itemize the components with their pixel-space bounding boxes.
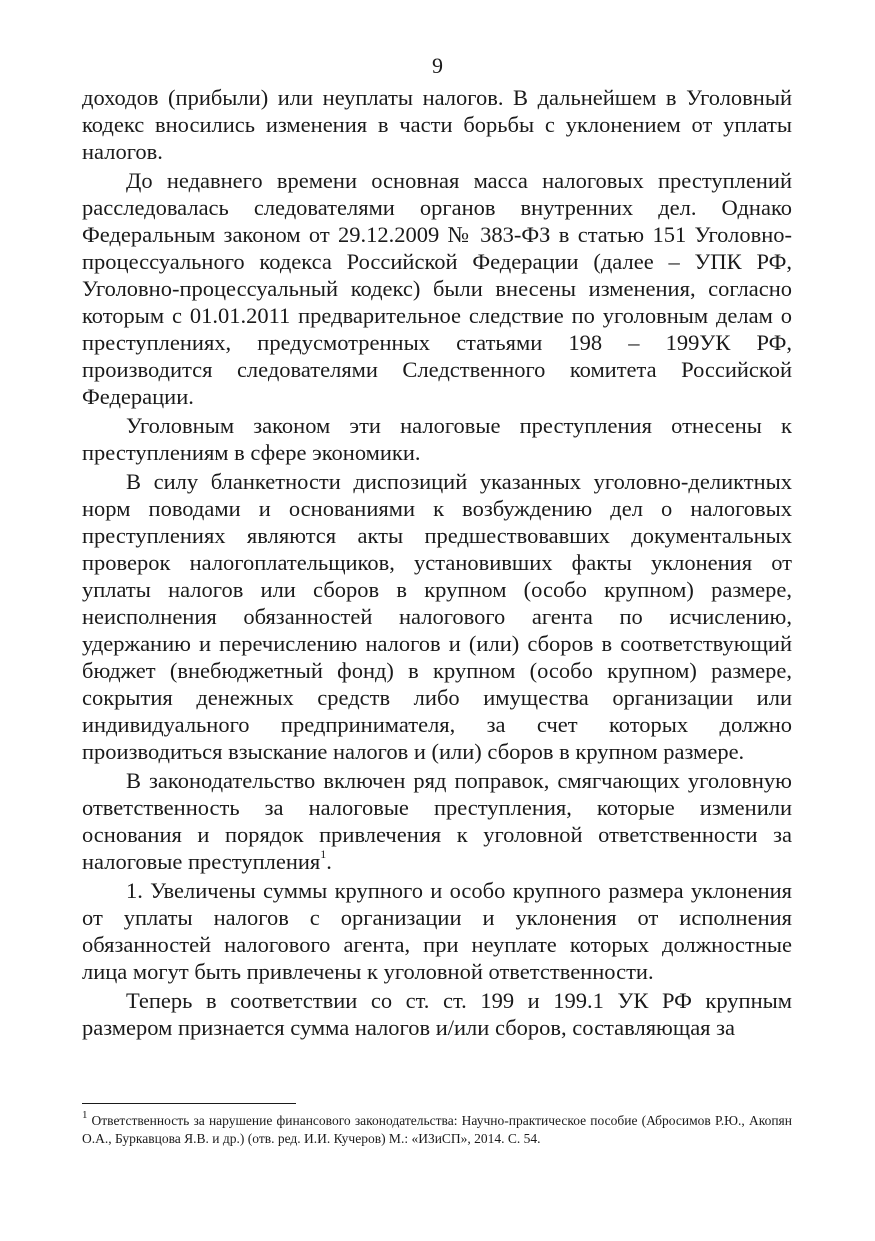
page-number: 9 bbox=[432, 53, 443, 78]
paragraph: Теперь в соответствии со ст. ст. 199 и 199.1 УК РФ крупным размером признается сумма налогов и/или сборов, составляющая за bbox=[82, 988, 792, 1040]
paragraph: доходов (прибыли) или неуплаты налогов. В дальнейшем в Уголовный кодекс вносились изменения в части борьбы с уклонением от уплаты налогов. bbox=[82, 85, 792, 164]
paragraph: До недавнего времени основная масса налоговых преступлений расследовалась следователями органов внутренних дел. Однако Федеральным законом от 29.12.2009 № 383-ФЗ в статью 151 Уголовно-процессуального кодекса Российской Федерации (далее – УПК РФ, Уголовно-процессуальный кодекс) были внесены изменения, согласно которым с 01.01.2011 предварительное следствие по уголовным делам о преступлениях, предусмотренных статьями 198 – 199УК РФ, производится следователями Следственного комитета Российской Федерации. bbox=[82, 168, 792, 409]
paragraph-end-punctuation: . bbox=[326, 849, 332, 874]
footnote-text: Ответственность за нарушение финансового законодательства: Научно-практическое пособие (Абросимов Р.Ю., Акопян О.А., Буркавцова Я.В. и др.) (отв. ред. И.И. Кучеров) М.: «ИЗиСП», 2014. С. 54. bbox=[82, 1113, 792, 1146]
footnote-marker: 1 bbox=[82, 1108, 88, 1121]
body-text bbox=[82, 84, 792, 1043]
paragraph: Уголовным законом эти налоговые преступления отнесены к преступлениям в сфере экономики. bbox=[82, 413, 792, 465]
paragraph: 1. Увеличены суммы крупного и особо крупного размера уклонения от уплаты налогов с организации и уклонения от исполнения обязанностей налогового агента, при неуплате которых должностные лица могут быть привлечены к уголовной ответственности. bbox=[82, 878, 792, 984]
paragraph-with-footnote bbox=[82, 767, 792, 875]
footnote bbox=[82, 1108, 792, 1148]
footnote-reference[interactable]: 1 bbox=[320, 846, 327, 861]
paragraph: В силу бланкетности диспозиций указанных уголовно-деликтных норм поводами и основаниями к возбуждению дел о налоговых преступлениях являются акты предшествовавших документальных проверок налогоплательщиков, установивших факты уклонения от уплаты налогов или сборов в крупном (особо крупном) размере, неисполнения обязанностей налогового агента по исчислению, удержанию и перечислению налогов и (или) сборов в соответствующий бюджет (внебюджетный фонд) в крупном (особо крупном) размере, сокрытия денежных средств либо имущества организации или индивидуального предпринимателя, за счет которых должно производиться взыскание налогов и (или) сборов в крупном размере. bbox=[82, 469, 792, 764]
footnote-divider bbox=[82, 1103, 296, 1104]
paragraph-text: В законодательство включен ряд поправок, смягчающих уголовную ответственность за налоговые преступления, которые изменили основания и порядок привлечения к уголовной ответственности за налоговые преступления bbox=[82, 768, 792, 874]
